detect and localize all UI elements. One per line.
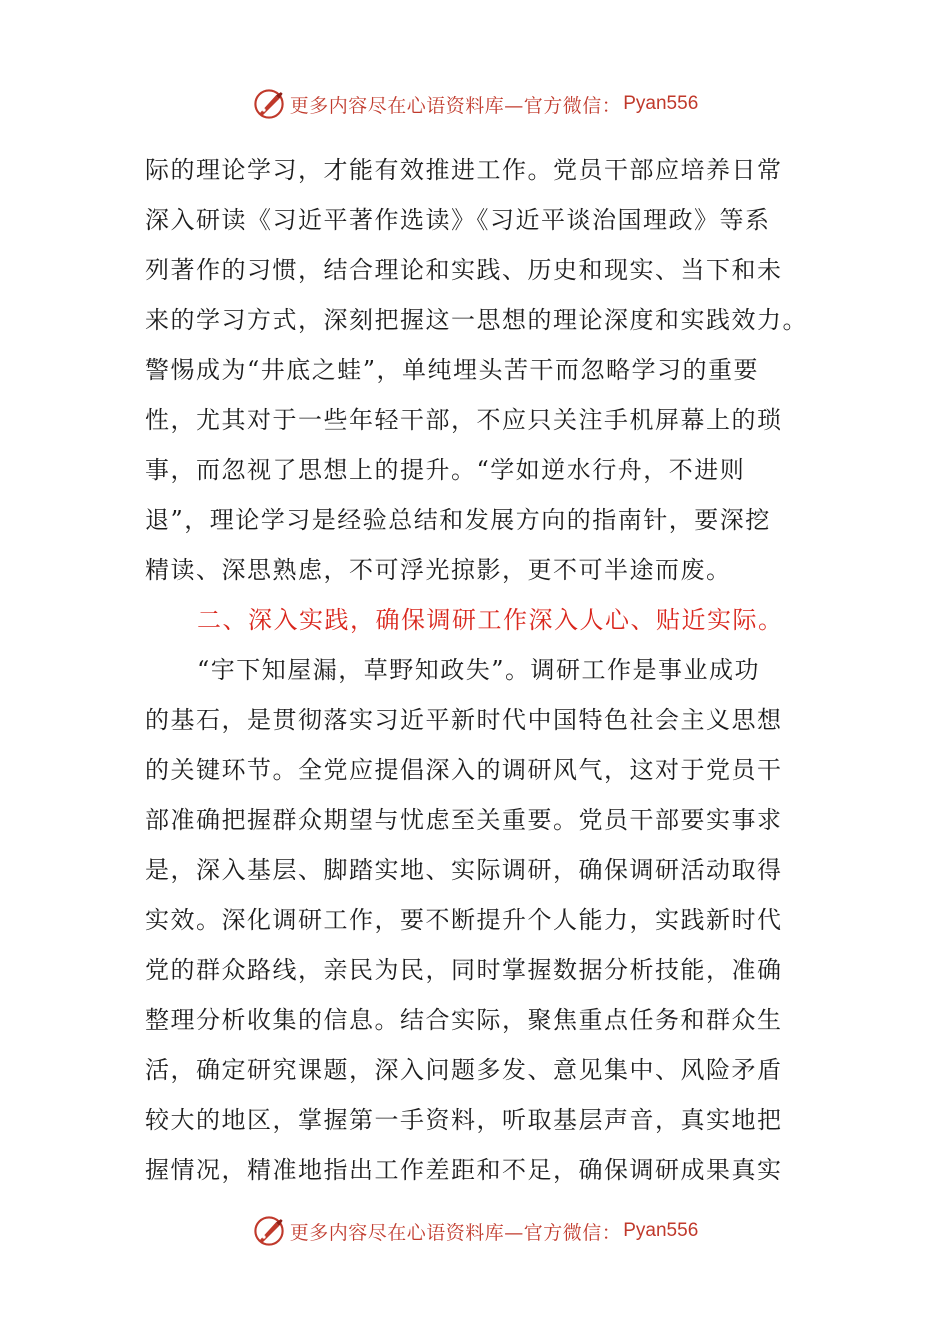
- body-line: 整理分析收集的信息。结合实际，聚焦重点任务和群众生: [145, 1006, 783, 1034]
- watermark-wechat-id: Pyan556: [623, 93, 699, 114]
- pen-nib-logo-icon: [252, 87, 286, 121]
- body-line: 部准确把握群众期望与忧虑至关重要。党员干部要实事求: [145, 806, 783, 834]
- watermark-text: 更多内容尽在心语资料库—官方微信：: [289, 1221, 622, 1244]
- body-line: 深入研读《习近平著作选读》《习近平谈治国理政》等系: [145, 206, 771, 234]
- footer-watermark: [0, 1211, 950, 1251]
- pen-nib-logo-icon: [252, 1214, 286, 1248]
- section-heading: 二、深入实践，确保调研工作深入人心、贴近实际。: [197, 606, 784, 634]
- body-line: 是，深入基层、脚踏实地、实际调研，确保调研活动取得: [145, 856, 783, 884]
- header-watermark: [0, 84, 950, 124]
- body-line: 列著作的习惯，结合理论和实践、历史和现实、当下和未: [145, 256, 783, 284]
- body-line: 实效。深化调研工作，要不断提升个人能力，实践新时代: [145, 906, 783, 934]
- body-line: 握情况，精准地指出工作差距和不足，确保调研成果真实: [145, 1156, 783, 1184]
- body-line: 警惕成为“井底之蛙”，单纯埋头苦干而忽略学习的重要: [145, 356, 760, 384]
- body-line: 党的群众路线，亲民为民，同时掌握数据分析技能，准确: [145, 956, 783, 984]
- body-line: 退”，理论学习是经验总结和发展方向的指南针，要深挖: [145, 506, 771, 534]
- body-line: 性，尤其对于一些年轻干部，不应只关注手机屏幕上的琐: [145, 406, 783, 434]
- body-line: 精读、深思熟虑，不可浮光掠影，更不可半途而废。: [145, 556, 732, 584]
- paragraph-first-line: “宇下知屋漏，草野知政失”。调研工作是事业成功: [197, 656, 761, 684]
- body-line: 的基石，是贯彻落实习近平新时代中国特色社会主义思想: [145, 706, 783, 734]
- body-line: 事，而忽视了思想上的提升。“学如逆水行舟，不进则: [145, 456, 746, 484]
- body-line: 活，确定研究课题，深入问题多发、意见集中、风险矛盾: [145, 1056, 783, 1084]
- watermark-text: 更多内容尽在心语资料库—官方微信：: [289, 94, 622, 117]
- body-line: 际的理论学习，才能有效推进工作。党员干部应培养日常: [145, 156, 783, 184]
- body-line: 较大的地区，掌握第一手资料，听取基层声音，真实地把: [145, 1106, 783, 1134]
- watermark-wechat-id: Pyan556: [623, 1220, 699, 1241]
- body-line: 来的学习方式，深刻把握这一思想的理论深度和实践效力。: [145, 306, 808, 334]
- body-line: 的关键环节。全党应提倡深入的调研风气，这对于党员干: [145, 756, 783, 784]
- document-body: [145, 145, 808, 1195]
